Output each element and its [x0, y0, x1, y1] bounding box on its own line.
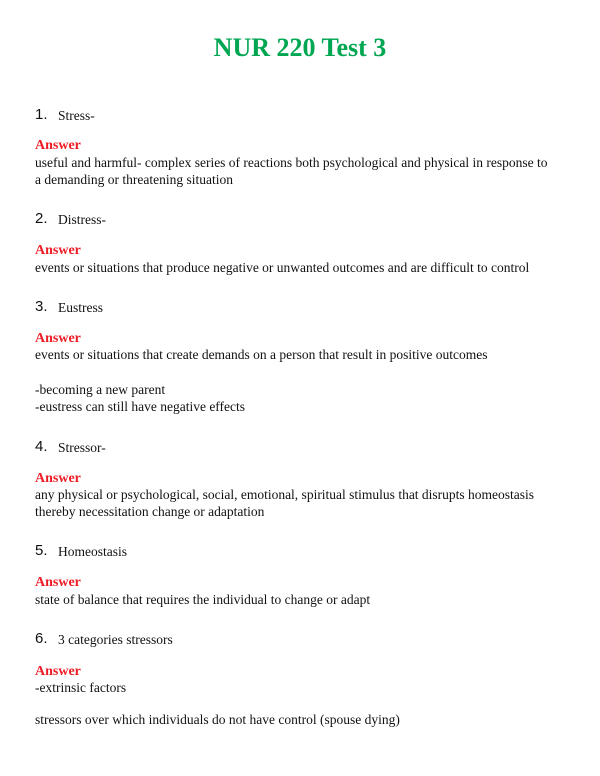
answer-line: -extrinsic factors: [35, 680, 127, 695]
answer-line: events or situations that create demands on a person that result in positive outcomes: [35, 347, 488, 362]
answer-label: Answer: [35, 331, 81, 346]
answer-line: -eustress can still have negative effects: [35, 399, 246, 414]
answer-line: events or situations that produce negative or unwanted outcomes and are difficult to control: [35, 260, 530, 275]
answer-line: state of balance that requires the individual to change or adapt: [35, 592, 371, 607]
answer-label: Answer: [35, 471, 81, 486]
page-title: NUR 220 Test 3: [213, 33, 387, 62]
answer-line: any physical or psychological, social, emotional, spiritual stimulus that disrupts homeostasis: [35, 487, 535, 502]
question-prompt: Stressor-: [58, 440, 106, 455]
answer-line: a demanding or threatening situation: [35, 172, 233, 187]
question-prompt: 3 categories stressors: [58, 632, 173, 647]
question-prompt: Stress-: [58, 108, 95, 123]
question-prompt: Homeostasis: [58, 544, 127, 559]
question-number: 5.: [35, 542, 48, 559]
question-number: 4.: [35, 438, 48, 455]
answer-label: Answer: [35, 664, 81, 679]
answer-line: thereby necessitation change or adaptation: [35, 504, 265, 519]
question-prompt: Eustress: [58, 300, 103, 315]
answer-label: Answer: [35, 243, 81, 258]
question-number: 6.: [35, 630, 48, 647]
answer-label: Answer: [35, 138, 81, 153]
answer-label: Answer: [35, 575, 81, 590]
answer-line: stressors over which individuals do not have control (spouse dying): [35, 712, 400, 727]
answer-line: useful and harmful- complex series of reactions both psychological and physical in response to: [35, 155, 548, 170]
question-number: 1.: [35, 106, 48, 123]
question-number: 2.: [35, 210, 48, 227]
answer-line: -becoming a new parent: [35, 382, 166, 397]
question-prompt: Distress-: [58, 212, 106, 227]
question-number: 3.: [35, 298, 48, 315]
